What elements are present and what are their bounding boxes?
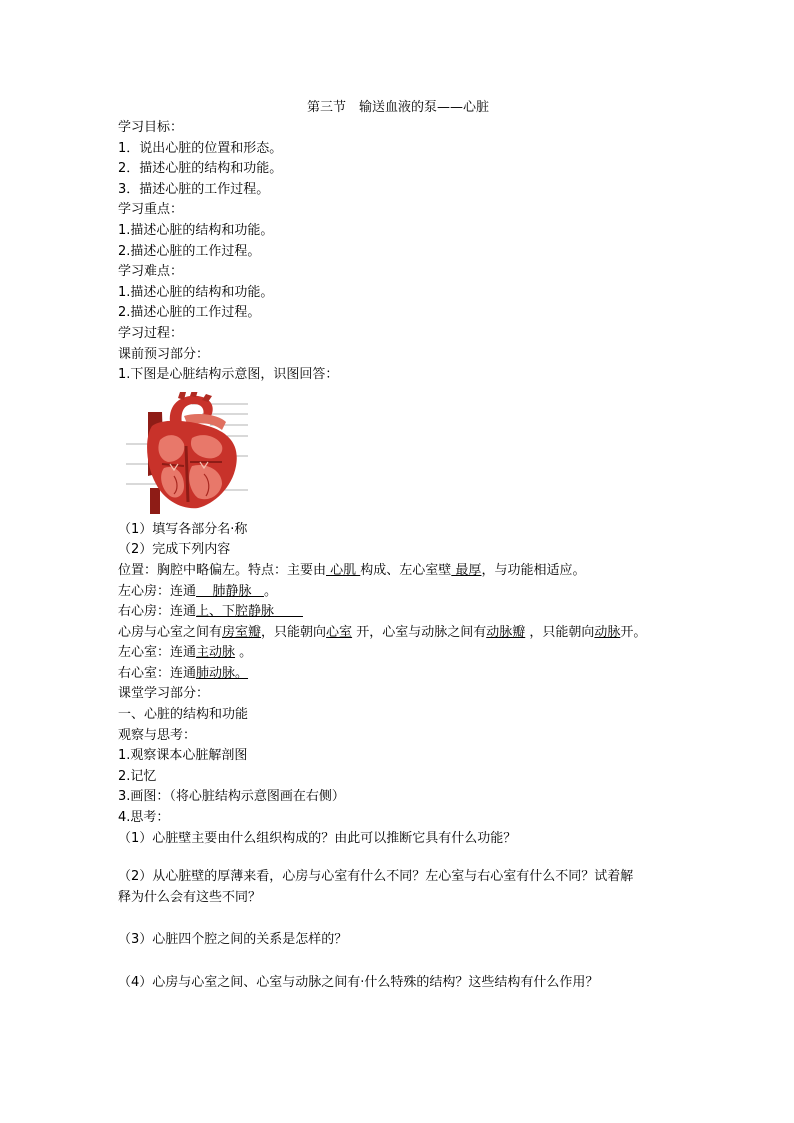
- text: 。: [235, 645, 253, 661]
- left-ventricle-line: [118, 643, 698, 664]
- answer-av-valve: 房室瓣: [222, 624, 262, 640]
- key-point-item: 1.描述心脏的结构和功能。: [118, 222, 274, 238]
- answer-aorta: 主动脉: [196, 645, 236, 661]
- text: 心房与心室之间有: [118, 624, 223, 640]
- subquestion-2: （2）完成下列内容: [118, 542, 231, 558]
- section-heading: 一、心脏的结构和功能: [118, 707, 249, 723]
- difficulty-item: 1.描述心脏的结构和功能。: [118, 284, 274, 300]
- class-heading: 课堂学习部分：: [118, 686, 210, 702]
- think-question-2-cont: 释为什么会有这些不同？: [118, 889, 262, 905]
- text: 右心室：连通: [118, 665, 197, 681]
- difficulty-item: 2.描述心脏的工作过程。: [118, 305, 261, 321]
- text: 左心房：连通: [118, 583, 197, 599]
- step-item: 3.画图：（将心脏结构示意图画在右侧）: [118, 789, 345, 805]
- answer-pulmonary-vein: 肺静脉: [196, 583, 264, 599]
- left-atrium-line: [118, 582, 698, 603]
- position-line: [118, 561, 698, 582]
- text: 右心房：连通: [118, 604, 197, 620]
- step-item: 4.思考：: [118, 810, 170, 826]
- valves-line: [118, 623, 698, 644]
- text: ，只能朝向: [525, 624, 595, 640]
- text: ，与功能相适应。: [481, 562, 586, 578]
- key-point-item: 2.描述心脏的工作过程。: [118, 243, 261, 259]
- objectives-heading: 学习目标：: [118, 120, 184, 135]
- text: 左心室：连通: [118, 645, 197, 661]
- step-item: 1.观察课本心脏解剖图: [118, 748, 248, 764]
- question-1: 1.下图是心脏结构示意图，识图回答：: [118, 367, 339, 383]
- objective-item: 3．描述心脏的工作过程。: [118, 181, 270, 197]
- answer-myocardium: 心肌: [326, 562, 361, 578]
- step-item: 2.记忆: [118, 768, 157, 784]
- document-page: [118, 98, 698, 994]
- objective-item: 1．说出心脏的位置和形态。: [118, 140, 283, 156]
- heart-illustration: [122, 392, 252, 514]
- answer-artery: 动脉: [594, 624, 621, 640]
- text: 开，心室与动脉之间有: [352, 624, 487, 640]
- right-atrium-line: [118, 602, 698, 623]
- think-question-2: （2）从心脏壁的厚薄来看，心房与心室有什么不同？左心室与右心室有什么不同？试着解: [118, 869, 634, 885]
- text: ，只能朝向: [261, 624, 327, 640]
- think-question-4: （4）心房与心室之间、心室与动脉之间有·什么特殊的结构？这些结构有什么作用？: [118, 975, 599, 990]
- answer-arterial-valve: 动脉瓣: [486, 624, 526, 640]
- think-question-3: （3）心脏四个腔之间的关系是怎样的？: [118, 932, 348, 948]
- text: 构成、左心室壁: [360, 562, 452, 578]
- answer-blank-tail: [274, 604, 303, 619]
- answer-pulmonary-artery: 肺动脉。: [196, 665, 249, 681]
- answer-thickest: 最厚: [451, 562, 482, 578]
- answer-ventricle: 心室: [326, 624, 353, 640]
- objective-item: 2．描述心脏的结构和功能。: [118, 161, 283, 177]
- right-ventricle-line: [118, 664, 698, 685]
- subquestion-1: （1）填写各部分名·称: [118, 521, 248, 537]
- text: 开。: [620, 624, 647, 640]
- answer-vena-cava: 上、下腔静脉: [196, 604, 275, 620]
- page-title: 第三节 输送血液的泵——心脏: [306, 100, 489, 115]
- difficulties-heading: 学习难点：: [118, 264, 184, 280]
- process-heading: 学习过程：: [118, 325, 184, 341]
- heart-diagram: [122, 392, 252, 514]
- think-question-1: （1）心脏壁主要由什么组织构成的？由此可以推断它具有什么功能？: [118, 830, 517, 846]
- text: 。: [263, 583, 277, 599]
- preview-heading: 课前预习部分：: [118, 346, 210, 362]
- key-points-heading: 学习重点：: [118, 202, 184, 218]
- text: 位置：胸腔中略偏左。特点：主要由: [118, 562, 327, 578]
- observe-heading: 观察与思考：: [118, 727, 197, 743]
